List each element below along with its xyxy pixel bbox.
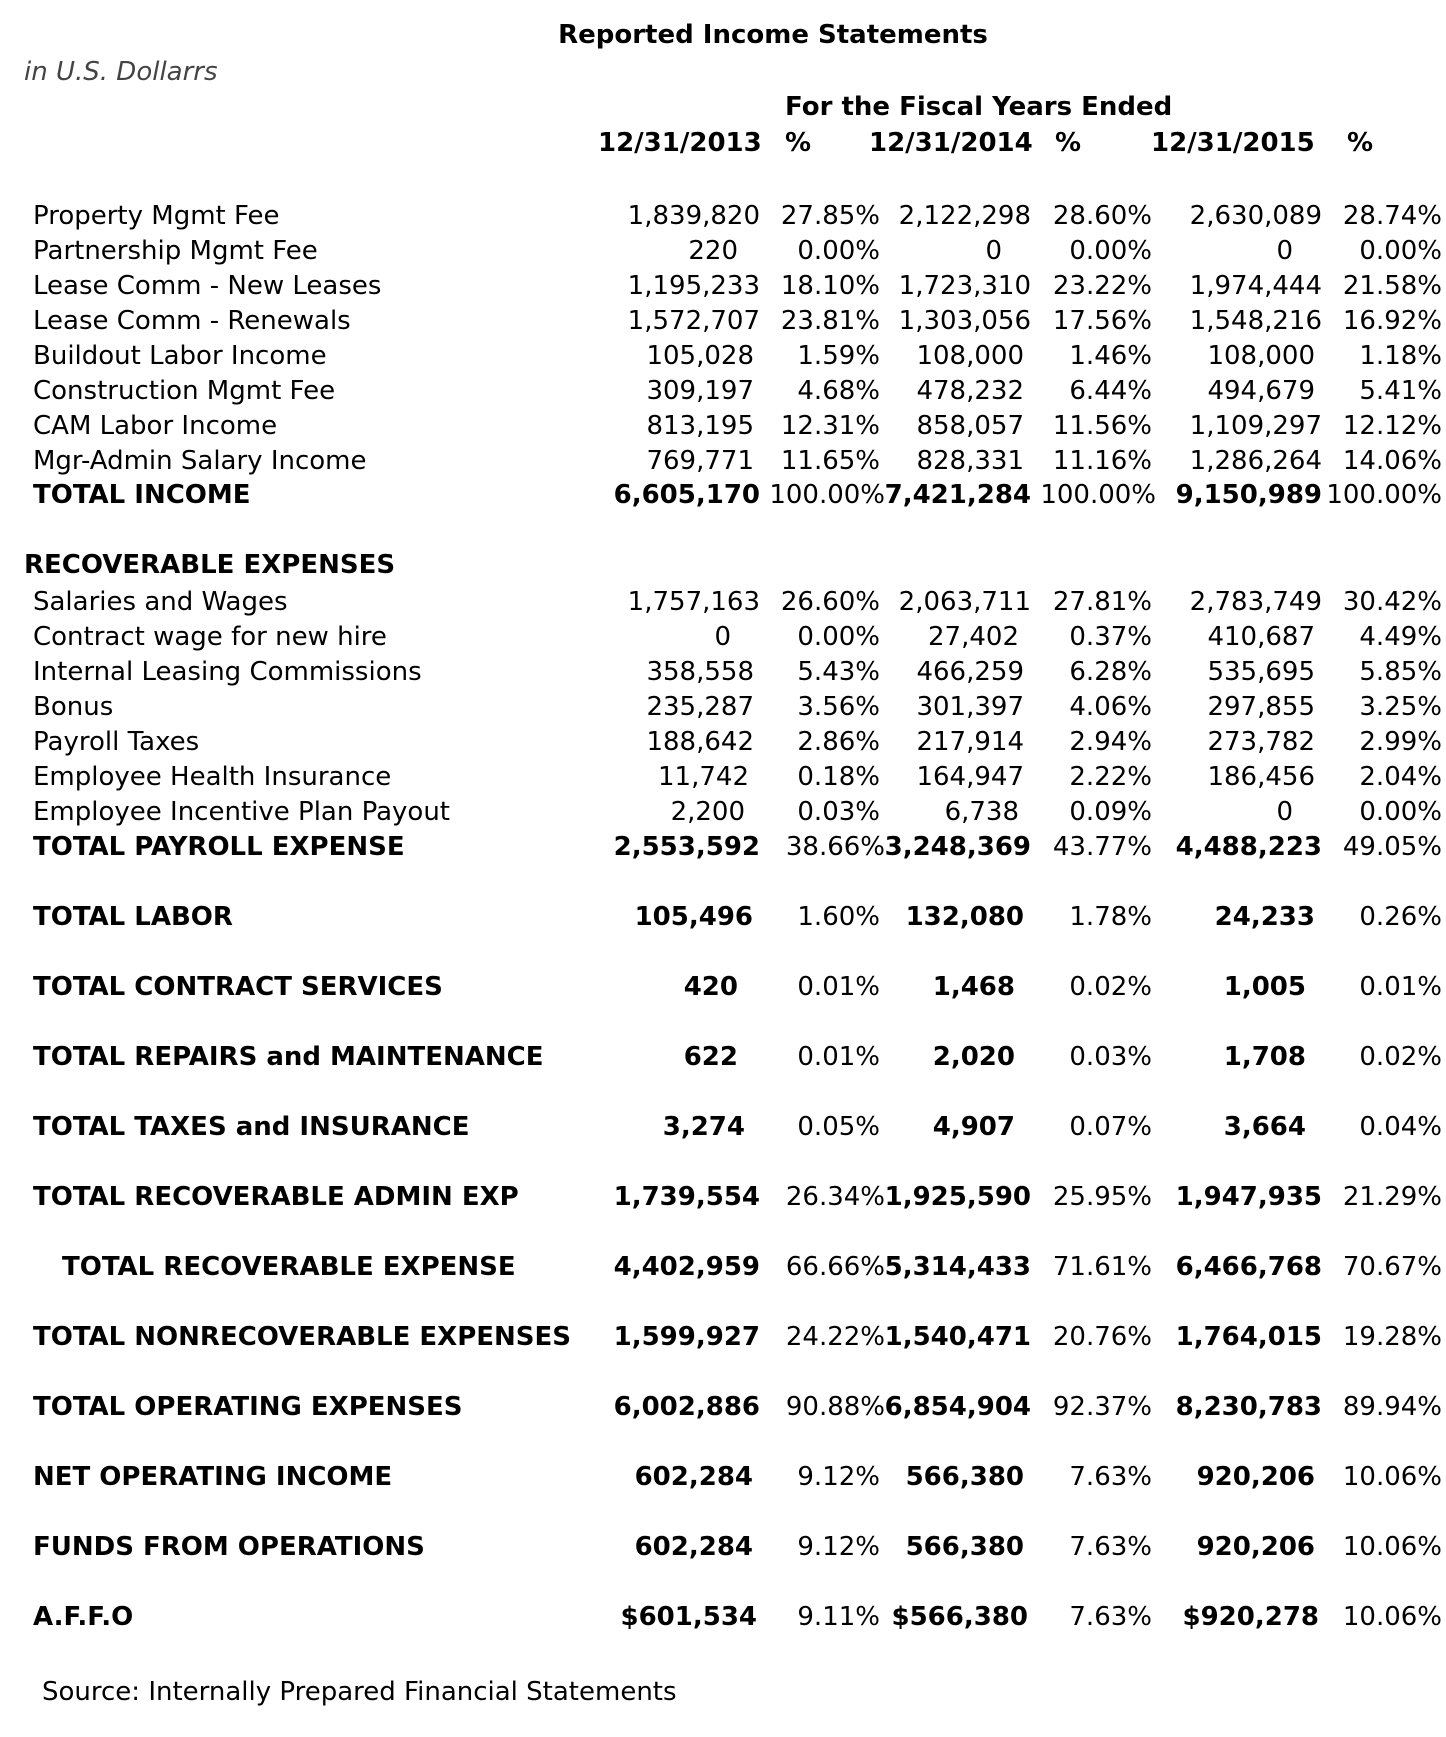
pct-2013: 0.05%: [797, 1112, 880, 1142]
value-2014: 4,907: [932, 1112, 1015, 1142]
value-2014: 566,380: [905, 1462, 1024, 1492]
pct-2013: 66.66%: [785, 1252, 885, 1282]
value-2013: 1,195,233: [627, 271, 760, 301]
row-label: TOTAL RECOVERABLE EXPENSE: [62, 1252, 516, 1282]
pct-2014: 0.03%: [1069, 1042, 1152, 1072]
value-2015: 273,782: [1207, 727, 1315, 757]
value-2013: 602,284: [634, 1532, 753, 1562]
pct-2015: 0.26%: [1359, 902, 1442, 932]
pct-2015: 28.74%: [1342, 201, 1442, 231]
row-label: TOTAL TAXES and INSURANCE: [33, 1112, 470, 1142]
pct-2014: 43.77%: [1052, 832, 1152, 862]
report-title: Reported Income Statements: [558, 20, 988, 50]
value-2015: 186,456: [1207, 762, 1315, 792]
pct-2015: 21.29%: [1342, 1182, 1442, 1212]
pct-2015: 5.85%: [1359, 657, 1442, 687]
value-2013: 11,742: [658, 762, 749, 792]
total-repairs-row: [0, 1042, 1446, 1076]
pct-2014: 7.63%: [1069, 1602, 1152, 1632]
pct-2015: 5.41%: [1359, 376, 1442, 406]
pct-2015: 21.58%: [1342, 271, 1442, 301]
pct-2013: 1.59%: [797, 341, 880, 371]
column-header-pct-2015: %: [1347, 128, 1374, 158]
value-2013: 105,496: [634, 902, 753, 932]
total-operating-row: [0, 1392, 1446, 1426]
row-label: TOTAL LABOR: [33, 902, 233, 932]
pct-2015: 10.06%: [1342, 1462, 1442, 1492]
pct-2013: 12.31%: [780, 411, 880, 441]
pct-2014: 7.63%: [1069, 1532, 1152, 1562]
value-2013: 420: [683, 972, 738, 1002]
value-2015: 9,150,989: [1175, 480, 1322, 510]
row-label: Partnership Mgmt Fee: [33, 236, 318, 266]
pct-2013: 9.11%: [797, 1602, 880, 1632]
value-2014: 108,000: [916, 341, 1024, 371]
value-2014: 466,259: [916, 657, 1024, 687]
pct-2015: 49.05%: [1342, 832, 1442, 862]
row-label: CAM Labor Income: [33, 411, 278, 441]
value-2015: 920,206: [1196, 1532, 1315, 1562]
pct-2013: 0.01%: [797, 972, 880, 1002]
pct-2015: 10.06%: [1342, 1532, 1442, 1562]
total-income-row: [0, 480, 1446, 514]
value-2015: 920,206: [1196, 1462, 1315, 1492]
pct-2015: 89.94%: [1342, 1392, 1442, 1422]
pct-2014: 23.22%: [1052, 271, 1152, 301]
row-label: Lease Comm - Renewals: [33, 306, 351, 336]
value-2014: 2,122,298: [898, 201, 1031, 231]
total-taxes-row: [0, 1112, 1446, 1146]
value-2014: 7,421,284: [884, 480, 1031, 510]
value-2015: 0: [1276, 236, 1293, 266]
pct-2014: 0.07%: [1069, 1112, 1152, 1142]
value-2015: 1,708: [1223, 1042, 1306, 1072]
value-2014: 2,020: [932, 1042, 1015, 1072]
value-2013: 1,599,927: [613, 1322, 760, 1352]
value-2014: 5,314,433: [884, 1252, 1031, 1282]
total-nonrecoverable-row: [0, 1322, 1446, 1356]
value-2015: 8,230,783: [1175, 1392, 1322, 1422]
table-row: [0, 306, 1446, 340]
pct-2015: 0.02%: [1359, 1042, 1442, 1072]
pct-2014: 20.76%: [1052, 1322, 1152, 1352]
pct-2015: 2.99%: [1359, 727, 1442, 757]
table-row: [0, 587, 1446, 621]
value-2013: 0: [714, 622, 731, 652]
value-2014: 3,248,369: [884, 832, 1031, 862]
value-2015: 108,000: [1207, 341, 1315, 371]
value-2015: 297,855: [1207, 692, 1315, 722]
section-header: [0, 550, 1446, 584]
column-header-pct-2013: %: [785, 128, 812, 158]
pct-2013: 38.66%: [785, 832, 885, 862]
table-row: [0, 727, 1446, 761]
value-2013: 358,558: [646, 657, 754, 687]
value-2015: 494,679: [1207, 376, 1315, 406]
total-recoverable-expense-row: [0, 1252, 1446, 1286]
pct-2013: 0.00%: [797, 236, 880, 266]
pct-2014: 6.28%: [1069, 657, 1152, 687]
table-row: [0, 201, 1446, 235]
table-row: [0, 341, 1446, 375]
pct-2013: 26.60%: [780, 587, 880, 617]
net-operating-income-row: [0, 1462, 1446, 1496]
value-2015: 2,630,089: [1189, 201, 1322, 231]
pct-2015: 70.67%: [1342, 1252, 1442, 1282]
pct-2013: 18.10%: [780, 271, 880, 301]
pct-2014: 2.94%: [1069, 727, 1152, 757]
value-2015: 3,664: [1223, 1112, 1306, 1142]
table-row: [0, 797, 1446, 831]
pct-2013: 0.00%: [797, 622, 880, 652]
row-label: TOTAL INCOME: [33, 480, 251, 510]
pct-2013: 2.86%: [797, 727, 880, 757]
pct-2015: 0.00%: [1359, 797, 1442, 827]
value-2015: 24,233: [1214, 902, 1315, 932]
table-row: [0, 376, 1446, 410]
row-label: Bonus: [33, 692, 114, 722]
pct-2014: 0.00%: [1069, 236, 1152, 266]
row-label: TOTAL REPAIRS and MAINTENANCE: [33, 1042, 544, 1072]
value-2015: 6,466,768: [1175, 1252, 1322, 1282]
total-labor-row: [0, 902, 1446, 936]
table-row: [0, 622, 1446, 656]
value-2013: 602,284: [634, 1462, 753, 1492]
pct-2015: 30.42%: [1342, 587, 1442, 617]
value-2013: $601,534: [620, 1602, 757, 1632]
row-label: Employee Health Insurance: [33, 762, 392, 792]
pct-2014: 100.00%: [1040, 480, 1156, 510]
pct-2014: 1.78%: [1069, 902, 1152, 932]
value-2015: 1,947,935: [1175, 1182, 1322, 1212]
pct-2015: 12.12%: [1342, 411, 1442, 441]
source-note: Source: Internally Prepared Financial Statements: [42, 1677, 677, 1707]
value-2014: 164,947: [916, 762, 1024, 792]
column-header-2014: 12/31/2014: [869, 128, 1033, 158]
pct-2014: 28.60%: [1052, 201, 1152, 231]
value-2013: 1,757,163: [627, 587, 760, 617]
pct-2013: 1.60%: [797, 902, 880, 932]
pct-2015: 19.28%: [1342, 1322, 1442, 1352]
recoverable-expenses-header: RECOVERABLE EXPENSES: [24, 550, 396, 580]
column-header-2013: 12/31/2013: [598, 128, 762, 158]
row-label: Lease Comm - New Leases: [33, 271, 382, 301]
table-row: [0, 411, 1446, 445]
affo-row: [0, 1602, 1446, 1636]
pct-2015: 3.25%: [1359, 692, 1442, 722]
row-label: FUNDS FROM OPERATIONS: [33, 1532, 425, 1562]
value-2013: 769,771: [646, 446, 754, 476]
pct-2014: 0.37%: [1069, 622, 1152, 652]
pct-2015: 2.04%: [1359, 762, 1442, 792]
row-label: Construction Mgmt Fee: [33, 376, 336, 406]
value-2013: 3,274: [662, 1112, 745, 1142]
value-2013: 2,553,592: [613, 832, 760, 862]
value-2014: 828,331: [916, 446, 1024, 476]
pct-2015: 14.06%: [1342, 446, 1442, 476]
value-2015: $920,278: [1182, 1602, 1319, 1632]
value-2013: 220: [688, 236, 738, 266]
row-label: Salaries and Wages: [33, 587, 288, 617]
pct-2013: 4.68%: [797, 376, 880, 406]
value-2015: 535,695: [1207, 657, 1315, 687]
row-label: TOTAL CONTRACT SERVICES: [33, 972, 443, 1002]
pct-2014: 92.37%: [1052, 1392, 1152, 1422]
pct-2013: 11.65%: [780, 446, 880, 476]
value-2014: 217,914: [916, 727, 1024, 757]
pct-2013: 27.85%: [780, 201, 880, 231]
value-2014: 566,380: [905, 1532, 1024, 1562]
value-2014: 6,738: [944, 797, 1019, 827]
table-row: [0, 762, 1446, 796]
pct-2015: 1.18%: [1359, 341, 1442, 371]
total-recoverable-admin-row: [0, 1182, 1446, 1216]
row-label: Buildout Labor Income: [33, 341, 327, 371]
pct-2015: 4.49%: [1359, 622, 1442, 652]
pct-2013: 0.18%: [797, 762, 880, 792]
pct-2014: 6.44%: [1069, 376, 1152, 406]
pct-2014: 11.56%: [1052, 411, 1152, 441]
value-2013: 622: [683, 1042, 738, 1072]
value-2014: 1,723,310: [898, 271, 1031, 301]
row-label: TOTAL PAYROLL EXPENSE: [33, 832, 405, 862]
value-2013: 2,200: [670, 797, 745, 827]
pct-2013: 90.88%: [785, 1392, 885, 1422]
row-label: Employee Incentive Plan Payout: [33, 797, 451, 827]
pct-2015: 0.00%: [1359, 236, 1442, 266]
value-2013: 813,195: [646, 411, 754, 441]
pct-2013: 100.00%: [769, 480, 885, 510]
pct-2014: 7.63%: [1069, 1462, 1152, 1492]
value-2013: 105,028: [646, 341, 754, 371]
value-2015: 410,687: [1207, 622, 1315, 652]
row-label: Mgr-Admin Salary Income: [33, 446, 367, 476]
column-header-2015: 12/31/2015: [1151, 128, 1315, 158]
pct-2014: 0.09%: [1069, 797, 1152, 827]
pct-2014: 11.16%: [1052, 446, 1152, 476]
value-2014: 0: [985, 236, 1002, 266]
total-contract-services-row: [0, 972, 1446, 1006]
value-2013: 1,739,554: [613, 1182, 760, 1212]
pct-2014: 25.95%: [1052, 1182, 1152, 1212]
row-label: TOTAL NONRECOVERABLE EXPENSES: [33, 1322, 572, 1352]
value-2015: 1,548,216: [1189, 306, 1322, 336]
pct-2013: 3.56%: [797, 692, 880, 722]
pct-2013: 24.22%: [785, 1322, 885, 1352]
value-2014: 27,402: [928, 622, 1019, 652]
table-row: [0, 271, 1446, 305]
pct-2013: 5.43%: [797, 657, 880, 687]
pct-2013: 26.34%: [785, 1182, 885, 1212]
value-2015: 1,974,444: [1189, 271, 1322, 301]
pct-2014: 1.46%: [1069, 341, 1152, 371]
pct-2015: 0.04%: [1359, 1112, 1442, 1142]
row-label: Payroll Taxes: [33, 727, 200, 757]
total-payroll-row: [0, 832, 1446, 866]
row-label: Contract wage for new hire: [33, 622, 387, 652]
value-2013: 235,287: [646, 692, 754, 722]
value-2014: 1,540,471: [884, 1322, 1031, 1352]
value-2013: 6,002,886: [613, 1392, 760, 1422]
value-2014: $566,380: [891, 1602, 1028, 1632]
pct-2014: 2.22%: [1069, 762, 1152, 792]
table-row: [0, 657, 1446, 691]
pct-2014: 17.56%: [1052, 306, 1152, 336]
row-label: Property Mgmt Fee: [33, 201, 280, 231]
value-2015: 1,764,015: [1175, 1322, 1322, 1352]
row-label: TOTAL OPERATING EXPENSES: [33, 1392, 463, 1422]
value-2014: 1,468: [932, 972, 1015, 1002]
column-header-pct-2014: %: [1055, 128, 1082, 158]
value-2015: 1,109,297: [1189, 411, 1322, 441]
value-2013: 1,839,820: [627, 201, 760, 231]
value-2014: 858,057: [916, 411, 1024, 441]
row-label: A.F.F.O: [33, 1602, 134, 1632]
value-2014: 301,397: [916, 692, 1024, 722]
table-row: [0, 236, 1446, 270]
row-label: TOTAL RECOVERABLE ADMIN EXP: [33, 1182, 519, 1212]
pct-2013: 23.81%: [780, 306, 880, 336]
value-2015: 1,286,264: [1189, 446, 1322, 476]
value-2013: 1,572,707: [627, 306, 760, 336]
pct-2013: 9.12%: [797, 1532, 880, 1562]
pct-2014: 27.81%: [1052, 587, 1152, 617]
pct-2014: 0.02%: [1069, 972, 1152, 1002]
value-2013: 188,642: [646, 727, 754, 757]
pct-2015: 100.00%: [1326, 480, 1442, 510]
pct-2014: 4.06%: [1069, 692, 1152, 722]
pct-2014: 71.61%: [1052, 1252, 1152, 1282]
value-2015: 4,488,223: [1175, 832, 1322, 862]
value-2013: 309,197: [646, 376, 754, 406]
value-2014: 132,080: [905, 902, 1024, 932]
pct-2015: 0.01%: [1359, 972, 1442, 1002]
value-2015: 1,005: [1223, 972, 1306, 1002]
row-label: Internal Leasing Commissions: [33, 657, 422, 687]
value-2013: 6,605,170: [613, 480, 760, 510]
pct-2013: 0.01%: [797, 1042, 880, 1072]
row-label: NET OPERATING INCOME: [33, 1462, 393, 1492]
value-2013: 4,402,959: [613, 1252, 760, 1282]
pct-2015: 10.06%: [1342, 1602, 1442, 1632]
currency-note: in U.S. Dollarrs: [24, 57, 218, 87]
value-2014: 1,303,056: [898, 306, 1031, 336]
fiscal-years-header: For the Fiscal Years Ended: [785, 92, 1173, 122]
value-2014: 2,063,711: [898, 587, 1031, 617]
funds-from-operations-row: [0, 1532, 1446, 1566]
value-2015: 2,783,749: [1189, 587, 1322, 617]
value-2014: 478,232: [916, 376, 1024, 406]
pct-2013: 0.03%: [797, 797, 880, 827]
value-2015: 0: [1276, 797, 1293, 827]
table-row: [0, 446, 1446, 480]
value-2014: 1,925,590: [884, 1182, 1031, 1212]
table-row: [0, 692, 1446, 726]
pct-2015: 16.92%: [1342, 306, 1442, 336]
value-2014: 6,854,904: [884, 1392, 1031, 1422]
pct-2013: 9.12%: [797, 1462, 880, 1492]
